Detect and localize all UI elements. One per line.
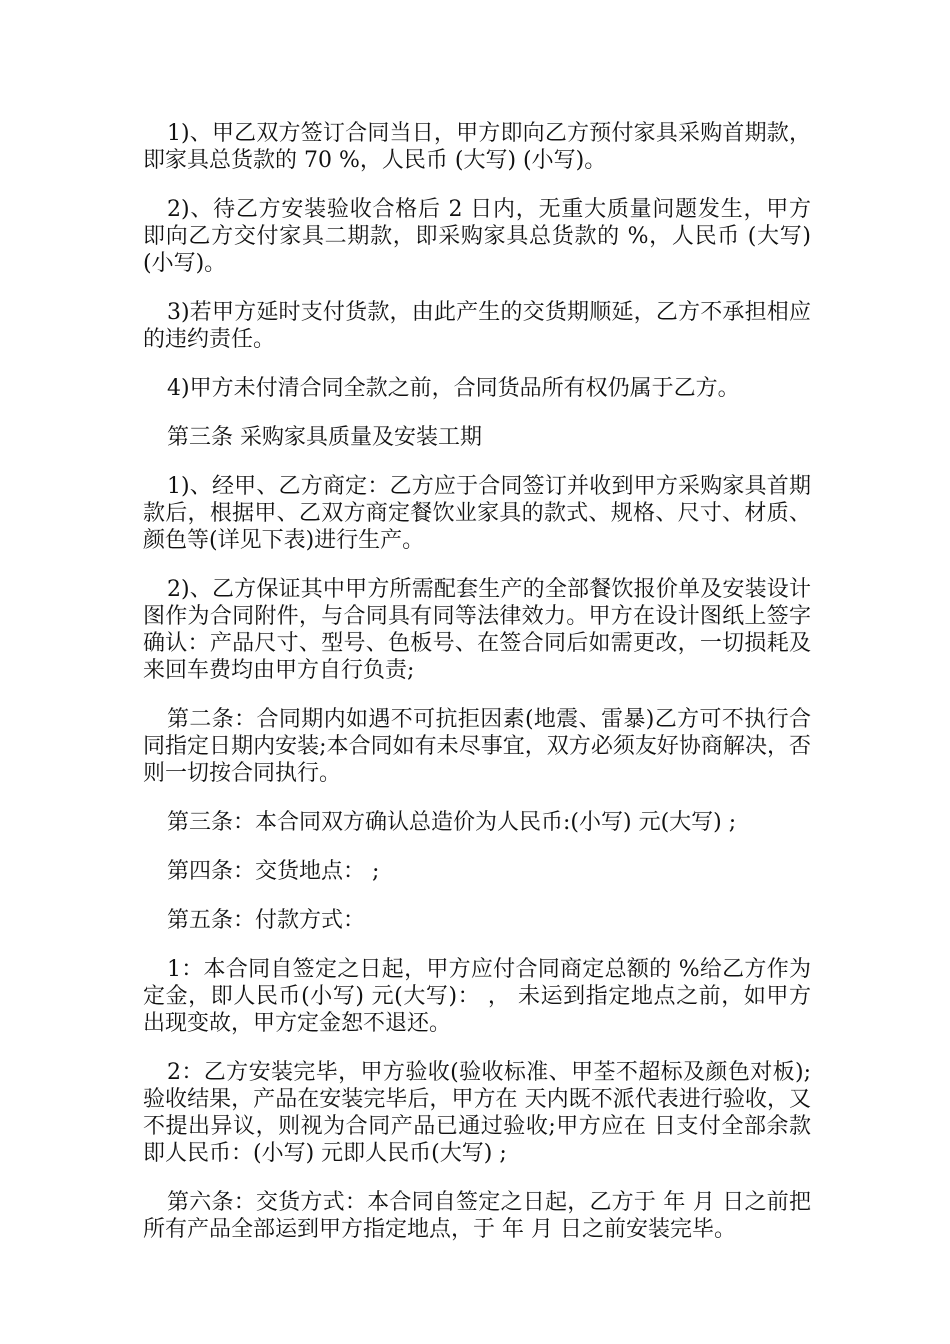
payment-item-1-deposit: 1：本合同自签定之日起，甲方应付合同商定总额的 %给乙方作为定金，即人民币(小写) 元(大写)： ， 未运到指定地点之前，如甲方出现变故，甲方定金恕不退还。 — [143, 957, 811, 1036]
clause-3-late-payment: 3)若甲方延时支付货款，由此产生的交货期顺延，乙方不承担相应的违约责任。 — [143, 300, 811, 352]
clause-1-prepayment: 1)、甲乙双方签订合同当日，甲方即向乙方预付家具采购首期款，即家具总货款的 70 %，人民币 (大写) (小写)。 — [143, 121, 811, 173]
clause-4-ownership: 4)甲方未付清合同全款之前，合同货品所有权仍属于乙方。 — [167, 376, 740, 401]
clause-quality-2: 2)、乙方保证其中甲方所需配套生产的全部餐饮报价单及安装设计图作为合同附件，与合同具有同等法律效力。甲方在设计图纸上签字确认：产品尺寸、型号、色板号、在签合同后如需更改，一切损耗及来回车费均由甲方自行负责; — [143, 577, 811, 683]
article-4-delivery-location: 第四条：交货地点： ; — [167, 859, 380, 884]
clause-2-second-payment: 2)、待乙方安装验收合格后 2 日内，无重大质量问题发生，甲方即向乙方交付家具二期款，即采购家具总货款的 %，人民币 (大写) (小写)。 — [143, 197, 811, 276]
clause-quality-1: 1)、经甲、乙方商定：乙方应于合同签订并收到甲方采购家具首期款后，根据甲、乙双方商定餐饮业家具的款式、规格、尺寸、材质、颜色等(详见下表)进行生产。 — [143, 474, 811, 553]
article-3-total-price: 第三条：本合同双方确认总造价为人民币:(小写) 元(大写) ; — [167, 810, 737, 835]
payment-item-2-acceptance: 2：乙方安装完毕，甲方验收(验收标准、甲荃不超标及颜色对板);验收结果，产品在安装完毕后，甲方在 天内既不派代表进行验收，又不提出异议，则视为合同产品已通过验收;甲方应在 日支付全部余款即人民币：(小写) 元即人民币(大写) ; — [143, 1060, 811, 1166]
article-2-force-majeure: 第二条：合同期内如遇不可抗拒因素(地震、雷暴)乙方可不执行合同指定日期内安装;本合同如有未尽事宜，双方必须友好协商解决，否则一切按合同执行。 — [143, 707, 811, 786]
article-5-payment-method: 第五条：付款方式： — [167, 908, 366, 933]
document-body — [143, 120, 811, 1265]
section-heading-quality: 第三条 采购家具质量及安装工期 — [167, 425, 482, 450]
article-6-delivery-method: 第六条：交货方式：本合同自签定之日起，乙方于 年 月 日之前把所有产品全部运到甲方指定地点，于 年 月 日之前安装完毕。 — [143, 1190, 811, 1242]
